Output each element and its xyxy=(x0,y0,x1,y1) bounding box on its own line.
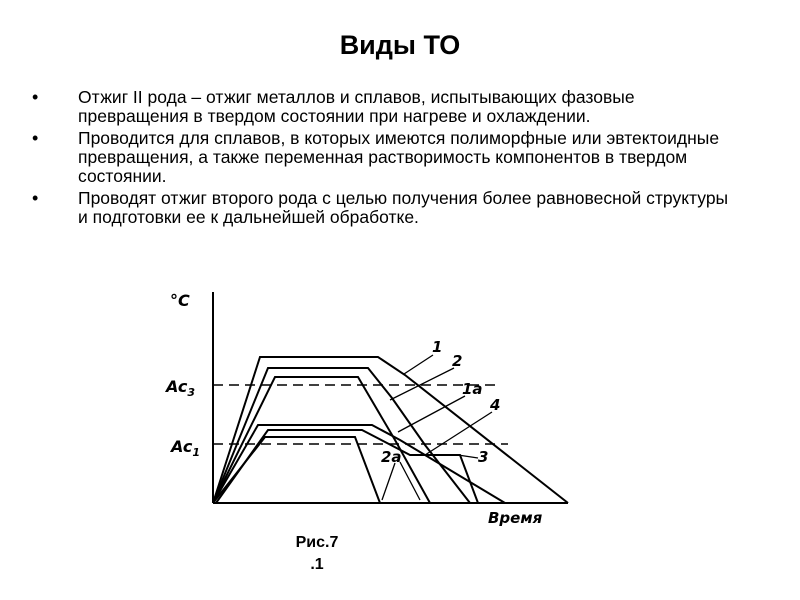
curve-1 xyxy=(213,357,568,503)
caption-line-1: Рис.7 xyxy=(295,534,339,551)
bullet-dot-icon: • xyxy=(32,128,39,148)
x-axis-label: Время xyxy=(488,509,543,527)
curve-label-3: 3 xyxy=(478,448,489,466)
ac1-label-main: Ac xyxy=(171,437,193,456)
bullet-item xyxy=(32,129,732,186)
bullet-item xyxy=(32,88,732,126)
caption-line-2: .1 xyxy=(310,556,324,573)
ac3-label-sub: 3 xyxy=(187,386,196,399)
curve-label-4: 4 xyxy=(490,396,501,414)
leader-1 xyxy=(404,355,433,374)
curve-label-2a: 2a xyxy=(381,448,402,466)
curve-label-1: 1 xyxy=(432,338,443,356)
y-axis-label: °C xyxy=(170,291,190,310)
ac1-label-sub: 1 xyxy=(192,446,201,459)
bullet-text: Проводится для сплавов, в которых имеются полиморфные или эвтектоидные превращения, а также переменная растворимость компонентов в твердом состоянии. xyxy=(78,128,720,186)
curve-3 xyxy=(216,430,478,503)
bullet-dot-icon: • xyxy=(32,87,39,107)
bullet-dot-icon: • xyxy=(32,188,39,208)
figure-caption xyxy=(262,532,372,576)
leader-2a xyxy=(382,463,395,500)
bullet-item xyxy=(32,189,732,227)
ac3-label-main: Ac xyxy=(166,377,188,396)
bullet-text: Проводят отжиг второго рода с целью получения более равновесной структуры и подготовки ее к дальнейшей обработке. xyxy=(78,188,729,227)
curve-label-2: 2 xyxy=(452,352,463,370)
curve-label-1a: 1a xyxy=(462,380,483,398)
slide-title: Виды ТО xyxy=(339,30,461,60)
ac1-label xyxy=(169,437,200,459)
bullet-list xyxy=(32,88,732,230)
bullet-text: Отжиг II рода – отжиг металлов и сплавов, испытывающих фазовые превращения в твердом состоянии при нагреве и охлаждении. xyxy=(78,87,635,126)
curve-2a xyxy=(213,437,380,503)
annealing-diagram xyxy=(155,282,585,532)
leader-2 xyxy=(390,368,454,400)
ac3-label xyxy=(164,377,195,399)
